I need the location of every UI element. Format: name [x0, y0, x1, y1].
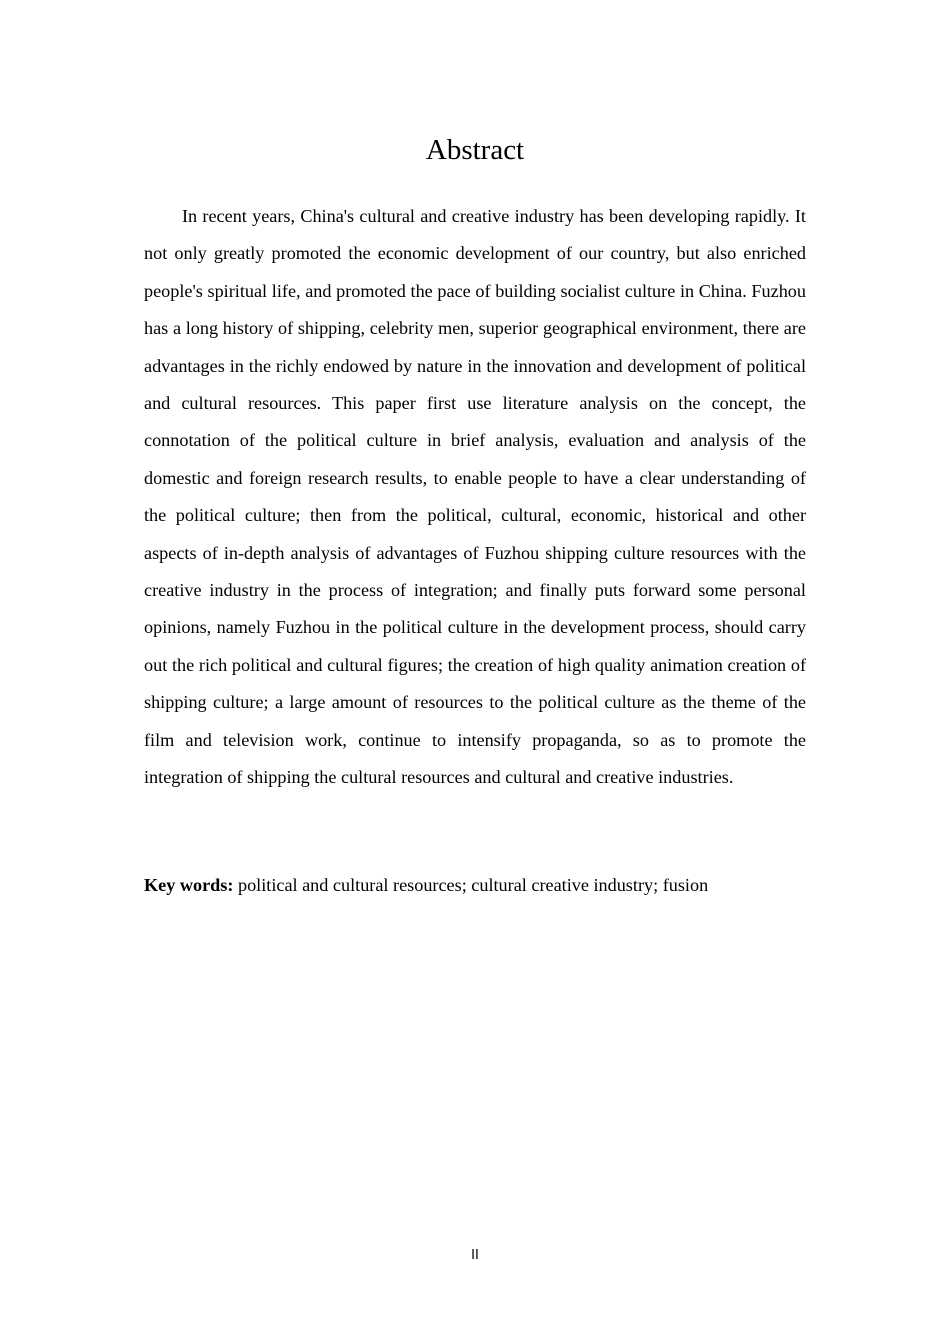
page-number: II: [471, 1248, 479, 1263]
keywords-text: political and cultural resources; cultural creative industry; fusion: [237, 875, 709, 895]
keywords-label: Key words:: [144, 875, 234, 895]
page-title: Abstract: [425, 134, 525, 166]
keywords-line: [144, 867, 806, 904]
abstract-paragraph: In recent years, China's cultural and creative industry has been developing rapidly. It not only greatly promoted the economic development of our country, but also enriched people's spiritual life, and promoted the pace of building socialist culture in China. Fuzhou has a long history of shipping, celebrity men, superior geographical environment, there are advantages in the richly endowed by nature in the innovation and development of political and cultural resources. This paper first use literature analysis on the concept, the connotation of the political culture in brief analysis, evaluation and analysis of the domestic and foreign research results, to enable people to have a clear understanding of the political culture; then from the political, cultural, economic, historical and other aspects of in-depth analysis of advantages of Fuzhou shipping culture resources with the creative industry in the process of integration; and finally puts forward some personal opinions, namely Fuzhou in the political culture in the development process, should carry out the rich political and cultural figures; the creation of high quality animation creation of shipping culture; a large amount of resources to the political culture as the theme of the film and television work, continue to intensify propaganda, so as to promote the integration of shipping the cultural resources and cultural and creative industries.: [144, 206, 806, 788]
